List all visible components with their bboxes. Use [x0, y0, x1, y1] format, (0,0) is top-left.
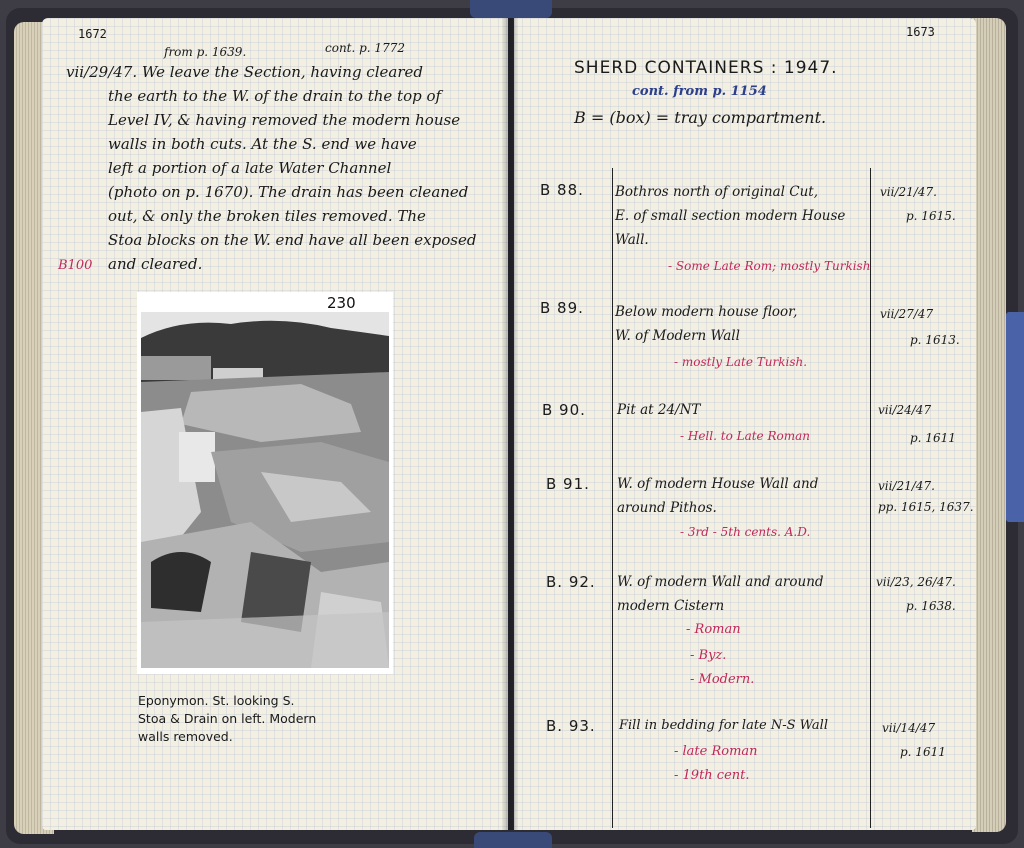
- entry-page-ref: p. 1638.: [906, 599, 956, 613]
- sherd-containers-title: SHERD CONTAINERS : 1947.: [574, 58, 838, 78]
- entry-line: Fill in bedding for late N-S Wall: [619, 718, 828, 733]
- body-line: left a portion of a late Water Channel: [108, 159, 392, 177]
- entry-date: vii/21/47.: [880, 185, 937, 199]
- entry-note: - Roman: [686, 622, 741, 637]
- caption-line: walls removed.: [138, 729, 233, 744]
- left-page-number: 1672: [78, 27, 107, 41]
- entry-id: B 90.: [542, 401, 586, 419]
- ribbon-top: [470, 0, 552, 18]
- body-line: Level IV, & having removed the modern house: [108, 111, 461, 129]
- entry-line: W. of modern Wall and around: [617, 574, 824, 590]
- entry-line: W. of modern House Wall and: [617, 476, 819, 492]
- excavation-photo: [137, 292, 393, 674]
- entry-id: B 91.: [546, 475, 590, 493]
- entry-page-ref: p. 1613.: [910, 333, 960, 347]
- entry-id: B. 93.: [546, 717, 596, 735]
- entry-date: vii/24/47: [878, 403, 932, 417]
- entry-date: vii/23, 26/47.: [876, 575, 956, 589]
- entry-line: around Pithos.: [617, 500, 717, 516]
- body-line: Stoa blocks on the W. end have all been exposed: [108, 231, 477, 249]
- entry-note: - late Roman: [674, 744, 758, 759]
- entry-date: vii/27/47: [880, 307, 934, 321]
- continued-from-reference: cont. from p. 1154: [632, 84, 767, 99]
- entry-date: vii/21/47.: [878, 479, 935, 493]
- caption-line: Stoa & Drain on left. Modern: [138, 711, 317, 726]
- column-rule-left: [612, 168, 613, 828]
- body-line: the earth to the W. of the drain to the top of: [108, 87, 442, 105]
- entry-id: B 89.: [540, 299, 584, 317]
- caption-line: Eponymon. St. looking S.: [138, 693, 295, 708]
- entry-note: - Modern.: [690, 672, 755, 687]
- entry-line: Below modern house floor,: [615, 304, 798, 320]
- entry-note: - Hell. to Late Roman: [680, 429, 810, 443]
- from-reference: from p. 1639.: [164, 45, 247, 59]
- body-line: vii/29/47. We leave the Section, having cleared: [66, 63, 423, 81]
- entry-note: - Byz.: [690, 648, 727, 663]
- entry-page-ref: p. 1615.: [906, 209, 956, 223]
- entry-id: B. 92.: [546, 573, 596, 591]
- entry-line: Pit at 24/NT: [617, 402, 701, 418]
- entry-line: E. of small section modern House: [615, 208, 846, 224]
- excavation-photo-image: [141, 312, 389, 668]
- box-legend: B = (box) = tray compartment.: [574, 108, 827, 127]
- body-line: (photo on p. 1670). The drain has been cleaned: [108, 183, 469, 201]
- entry-date: vii/14/47: [882, 721, 936, 735]
- continued-reference: cont. p. 1772: [325, 41, 405, 55]
- margin-note: B100: [58, 258, 93, 273]
- entry-page-ref: p. 1611: [900, 745, 946, 759]
- book-gutter: [502, 18, 518, 830]
- body-line: walls in both cuts. At the S. end we have: [108, 135, 417, 153]
- entry-line: W. of Modern Wall: [615, 328, 740, 344]
- photo-number: 230: [327, 294, 356, 312]
- entry-note: - 3rd - 5th cents. A.D.: [680, 525, 811, 539]
- page-edges-right: [972, 18, 1006, 832]
- entry-line: Bothros north of original Cut,: [615, 184, 819, 200]
- entry-id: B 88.: [540, 181, 584, 199]
- body-line: and cleared.: [108, 255, 203, 273]
- bookmark-tab: [1006, 312, 1024, 522]
- entry-note: - Some Late Rom; mostly Turkish: [668, 259, 871, 273]
- entry-note: - mostly Late Turkish.: [674, 355, 808, 369]
- right-page-number: 1673: [906, 25, 935, 39]
- ribbon-bottom: [474, 832, 552, 848]
- entry-note: - 19th cent.: [674, 768, 750, 783]
- entry-page-ref: p. 1611: [910, 431, 956, 445]
- right-page: [514, 18, 976, 830]
- entry-line: modern Cistern: [617, 598, 725, 614]
- body-line: out, & only the broken tiles removed. The: [108, 207, 426, 225]
- entry-line: Wall.: [615, 232, 649, 248]
- entry-page-ref: pp. 1615, 1637.: [878, 500, 974, 514]
